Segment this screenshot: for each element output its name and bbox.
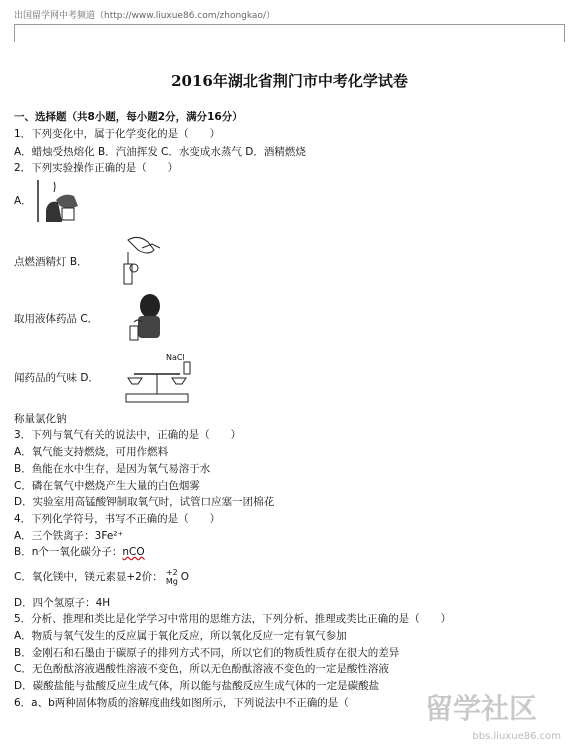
q4-stem: 4．下列化学符号，书写不正确的是（ ） xyxy=(14,513,221,525)
q5-option-d: D．碳酸盐能与盐酸反应生成气体，所以能与盐酸反应生成气体的一定是碳酸盐 xyxy=(14,680,380,692)
q5-option-c: C．无色酚酞溶液遇酸性溶液不变色，所以无色酚酞溶液不变色的一定是酸性溶液 xyxy=(14,663,389,675)
q4-option-c-text: C．氧化镁中，镁元素显+2价： xyxy=(14,571,163,583)
q4-option-b-formula: nCO xyxy=(122,546,145,558)
q4-option-c xyxy=(14,568,189,586)
q2-d-caption: 称量氯化钠 xyxy=(14,413,67,425)
q3-option-a: A．氧气能支持燃烧，可用作燃料 xyxy=(14,446,169,458)
q5-stem: 5．分析、推理和类比是化学学习中常用的思维方法，下列分析、推理或类比正确的是（ ） xyxy=(14,613,452,625)
smelling-reagent-figure xyxy=(124,292,172,344)
q2-stem: 2．下列实验操作正确的是（ ） xyxy=(14,162,179,174)
q5-option-b: B．金刚石和石墨由于碳原子的排列方式不同，所以它们的物质性质存在很大的差异 xyxy=(14,647,400,659)
page-header: 出国留学网中考频道（http://www.liuxue86.com/zhongkao/） xyxy=(14,11,275,21)
q6-stem: 6．a、b两种固体物质的溶解度曲线如图所示，下列说法中不正确的是（ xyxy=(14,697,349,709)
section-heading: 一、选择题（共8小题，每小题2分，满分16分） xyxy=(14,111,243,123)
q2-a-label: A． xyxy=(14,195,32,207)
nacl-label: NaCl xyxy=(166,353,185,362)
weighing-balance-figure xyxy=(124,350,200,406)
q1-stem: 1．下列变化中，属于化学变化的是（ ） xyxy=(14,128,221,140)
q3-option-b: B．鱼能在水中生存，是因为氧气易溶于水 xyxy=(14,463,211,475)
watermark-logo xyxy=(421,688,571,726)
pouring-liquid-figure xyxy=(118,234,164,290)
q2-b-caption: 取用液体药品 C． xyxy=(14,313,99,325)
q4-option-d: D．四个氢原子：4H xyxy=(14,597,111,609)
watermark-url: bbs.liuxue86.com xyxy=(472,731,561,742)
exam-title: 2016年湖北省荆门市中考化学试卷 xyxy=(171,72,408,90)
watermark-brand: 留学社区 xyxy=(425,692,538,725)
q4-option-b xyxy=(14,545,145,559)
margin-mark-left xyxy=(14,24,15,42)
valence-element: Mg xyxy=(165,577,178,586)
q2-a-caption: 点燃酒精灯 B． xyxy=(14,256,88,268)
q1-options: A．蜡烛受热熔化 B．汽油挥发 C．水变成水蒸气 D．酒精燃烧 xyxy=(14,146,306,158)
q4-option-a: A．三个铁离子：3Fe²⁺ xyxy=(14,530,124,542)
header-rule xyxy=(14,24,565,25)
q3-option-c: C．磷在氧气中燃烧产生大量的白色烟雾 xyxy=(14,480,200,492)
valence-notation xyxy=(166,568,178,586)
margin-mark-right xyxy=(564,24,565,42)
q2-c-caption: 闻药品的气味 D． xyxy=(14,372,99,384)
q4-option-b-text: B．n个一氧化碳分子： xyxy=(14,546,123,558)
oxygen-symbol: O xyxy=(180,571,190,583)
lighting-lamp-figure xyxy=(34,178,82,224)
q5-option-a: A．物质与氧气发生的反应属于氧化反应，所以氧化反应一定有氧气参加 xyxy=(14,630,347,642)
valence-charge: +2 xyxy=(165,568,178,577)
q3-option-d: D．实验室用高锰酸钾制取氧气时，试管口应塞一团棉花 xyxy=(14,496,275,508)
q3-stem: 3．下列与氧气有关的说法中，正确的是（ ） xyxy=(14,429,242,441)
